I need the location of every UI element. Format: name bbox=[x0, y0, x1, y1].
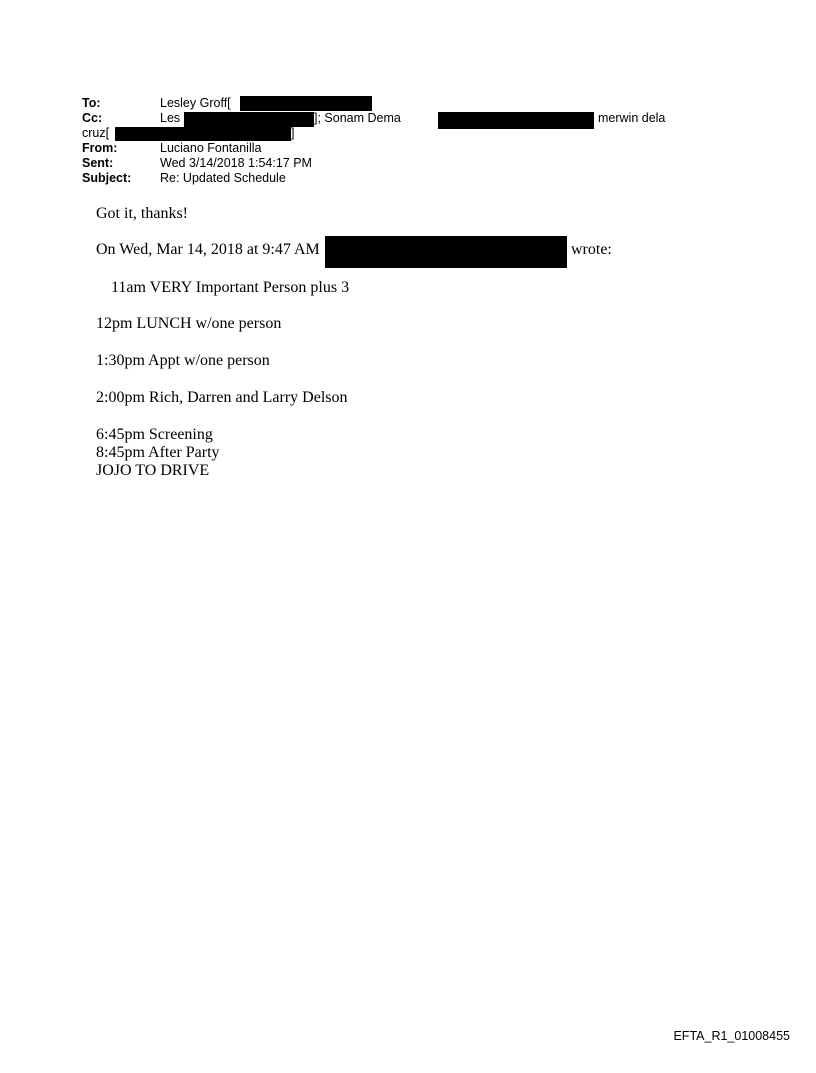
schedule-line-2: 12pm LUNCH w/one person bbox=[96, 315, 282, 332]
from-label: From: bbox=[82, 141, 118, 155]
cc-label: Cc: bbox=[82, 111, 103, 125]
quote-intro-text: On Wed, Mar 14, 2018 at 9:47 AM bbox=[96, 241, 320, 258]
schedule-line-6: 8:45pm After Party bbox=[96, 444, 220, 461]
schedule-line-4: 2:00pm Rich, Darren and Larry Delson bbox=[96, 389, 348, 406]
sent-value: Wed 3/14/2018 1:54:17 PM bbox=[160, 156, 312, 170]
quote-wrote-text: wrote: bbox=[571, 241, 612, 258]
subject-label: Subject: bbox=[82, 171, 132, 185]
to-value: Lesley Groff[ bbox=[160, 96, 231, 110]
subject-value: Re: Updated Schedule bbox=[160, 171, 286, 185]
schedule-line-7: JOJO TO DRIVE bbox=[96, 462, 210, 479]
cc-recipient-3: merwin dela bbox=[598, 111, 666, 125]
cc-recipient-1: Les bbox=[160, 111, 181, 125]
email-header bbox=[82, 96, 722, 186]
sent-label: Sent: bbox=[82, 156, 114, 170]
redaction-box bbox=[184, 112, 314, 127]
redaction-box bbox=[240, 96, 372, 111]
document-id: EFTA_R1_01008455 bbox=[673, 1029, 790, 1043]
from-row bbox=[82, 141, 722, 156]
cc-recipient-4: cruz[ bbox=[82, 126, 110, 140]
cc-recipient-4-end: ] bbox=[291, 126, 295, 140]
to-label: To: bbox=[82, 96, 101, 110]
to-row bbox=[82, 96, 722, 111]
redaction-box bbox=[325, 236, 567, 268]
cc-row bbox=[82, 111, 722, 126]
reply-text: Got it, thanks! bbox=[96, 205, 188, 222]
schedule-line-1: 11am VERY Important Person plus 3 bbox=[111, 279, 350, 296]
sent-row bbox=[82, 156, 722, 171]
redaction-box bbox=[115, 127, 291, 141]
schedule-line-3: 1:30pm Appt w/one person bbox=[96, 352, 270, 369]
subject-row bbox=[82, 171, 722, 186]
cc-recipient-2: ]; Sonam Dema bbox=[314, 111, 401, 125]
from-value: Luciano Fontanilla bbox=[160, 141, 262, 155]
cc-row-continued bbox=[82, 126, 722, 141]
schedule-line-5: 6:45pm Screening bbox=[96, 426, 213, 443]
